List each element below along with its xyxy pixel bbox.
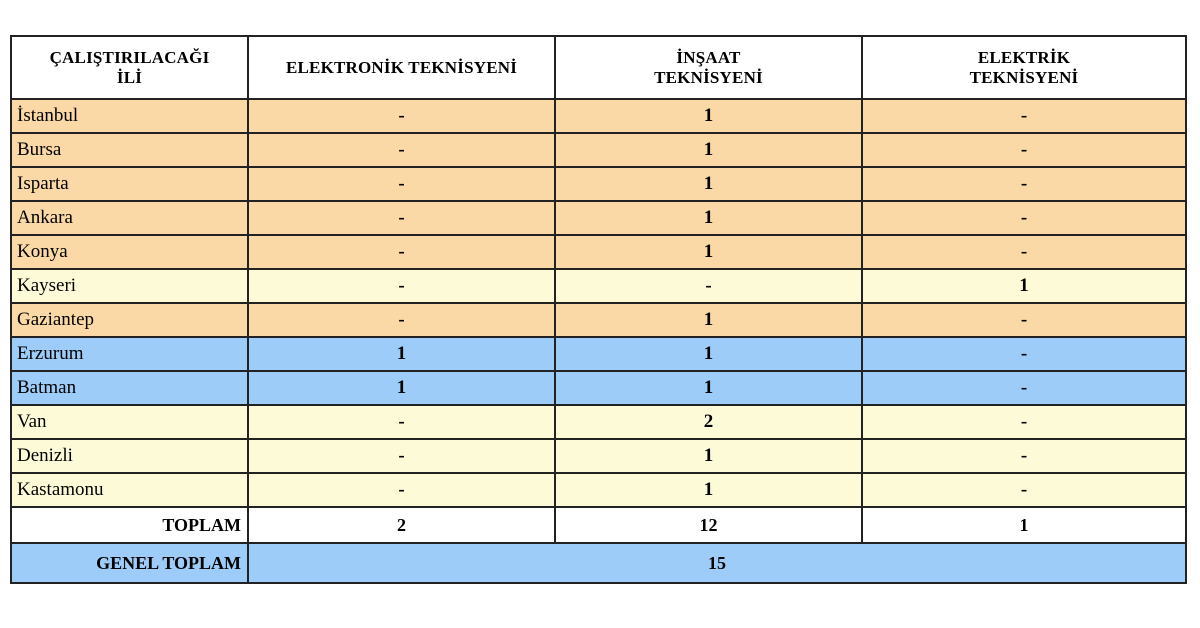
insaat-cell: 1: [555, 235, 862, 269]
table-row: [11, 337, 1186, 371]
insaat-cell: -: [555, 269, 862, 303]
table-row: [11, 303, 1186, 337]
header-insaat-line2: TEKNİSYENİ: [654, 67, 763, 87]
insaat-cell: 1: [555, 371, 862, 405]
table-row: [11, 371, 1186, 405]
header-elektrik-line1: ELEKTRİK: [977, 47, 1071, 67]
city-cell: Ankara: [11, 201, 248, 235]
city-cell: Denizli: [11, 439, 248, 473]
city-cell: Konya: [11, 235, 248, 269]
elektrik-cell: -: [862, 405, 1186, 439]
city-cell: Erzurum: [11, 337, 248, 371]
city-cell: Batman: [11, 371, 248, 405]
staff-distribution-table: [10, 35, 1187, 584]
elektrik-cell: -: [862, 439, 1186, 473]
header-province-line2: İLİ: [116, 67, 143, 87]
city-cell: İstanbul: [11, 99, 248, 133]
elektronik-cell: -: [248, 269, 555, 303]
elektrik-cell: -: [862, 371, 1186, 405]
city-cell: Bursa: [11, 133, 248, 167]
header-province-line1: ÇALIŞTIRILACAĞI: [49, 47, 210, 67]
elektrik-cell: -: [862, 133, 1186, 167]
city-cell: Isparta: [11, 167, 248, 201]
total-elektrik: 1: [862, 507, 1186, 543]
city-cell: Kayseri: [11, 269, 248, 303]
insaat-cell: 1: [555, 201, 862, 235]
elektrik-cell: 1: [862, 269, 1186, 303]
header-insaat-line1: İNŞAAT: [676, 47, 741, 67]
elektrik-cell: -: [862, 201, 1186, 235]
insaat-cell: 2: [555, 405, 862, 439]
city-cell: Van: [11, 405, 248, 439]
elektronik-cell: 1: [248, 337, 555, 371]
elektrik-cell: -: [862, 167, 1186, 201]
city-cell: Gaziantep: [11, 303, 248, 337]
elektrik-cell: -: [862, 337, 1186, 371]
grand-total-label: GENEL TOPLAM: [11, 543, 248, 583]
insaat-cell: 1: [555, 99, 862, 133]
elektrik-cell: -: [862, 473, 1186, 507]
elektrik-cell: -: [862, 303, 1186, 337]
grand-total-row: [11, 543, 1186, 583]
elektronik-cell: -: [248, 167, 555, 201]
insaat-cell: 1: [555, 439, 862, 473]
elektronik-cell: -: [248, 201, 555, 235]
elektronik-cell: -: [248, 99, 555, 133]
table-row: [11, 235, 1186, 269]
elektrik-cell: -: [862, 99, 1186, 133]
table-row: [11, 473, 1186, 507]
elektronik-cell: 1: [248, 371, 555, 405]
table-row: [11, 133, 1186, 167]
total-elektronik: 2: [248, 507, 555, 543]
elektrik-cell: -: [862, 235, 1186, 269]
elektronik-cell: -: [248, 235, 555, 269]
total-row: [11, 507, 1186, 543]
total-label: TOPLAM: [11, 507, 248, 543]
insaat-cell: 1: [555, 473, 862, 507]
elektronik-cell: -: [248, 133, 555, 167]
city-cell: Kastamonu: [11, 473, 248, 507]
insaat-cell: 1: [555, 303, 862, 337]
table-row: [11, 405, 1186, 439]
insaat-cell: 1: [555, 133, 862, 167]
header-row: [11, 36, 1186, 99]
header-province: [11, 36, 248, 99]
elektronik-cell: -: [248, 405, 555, 439]
elektronik-cell: -: [248, 473, 555, 507]
table-row: [11, 439, 1186, 473]
header-elektrik-line2: TEKNİSYENİ: [969, 67, 1079, 87]
table-row: [11, 201, 1186, 235]
insaat-cell: 1: [555, 167, 862, 201]
header-elektronik: [248, 36, 555, 99]
total-insaat: 12: [555, 507, 862, 543]
header-insaat: [555, 36, 862, 99]
table-row: [11, 167, 1186, 201]
grand-total-value: 15: [248, 543, 1186, 583]
table-row: [11, 269, 1186, 303]
elektronik-cell: -: [248, 439, 555, 473]
header-elektronik-label: ELEKTRONİK TEKNİSYENİ: [285, 57, 518, 77]
insaat-cell: 1: [555, 337, 862, 371]
elektronik-cell: -: [248, 303, 555, 337]
table-row: [11, 99, 1186, 133]
header-elektrik: [862, 36, 1186, 99]
